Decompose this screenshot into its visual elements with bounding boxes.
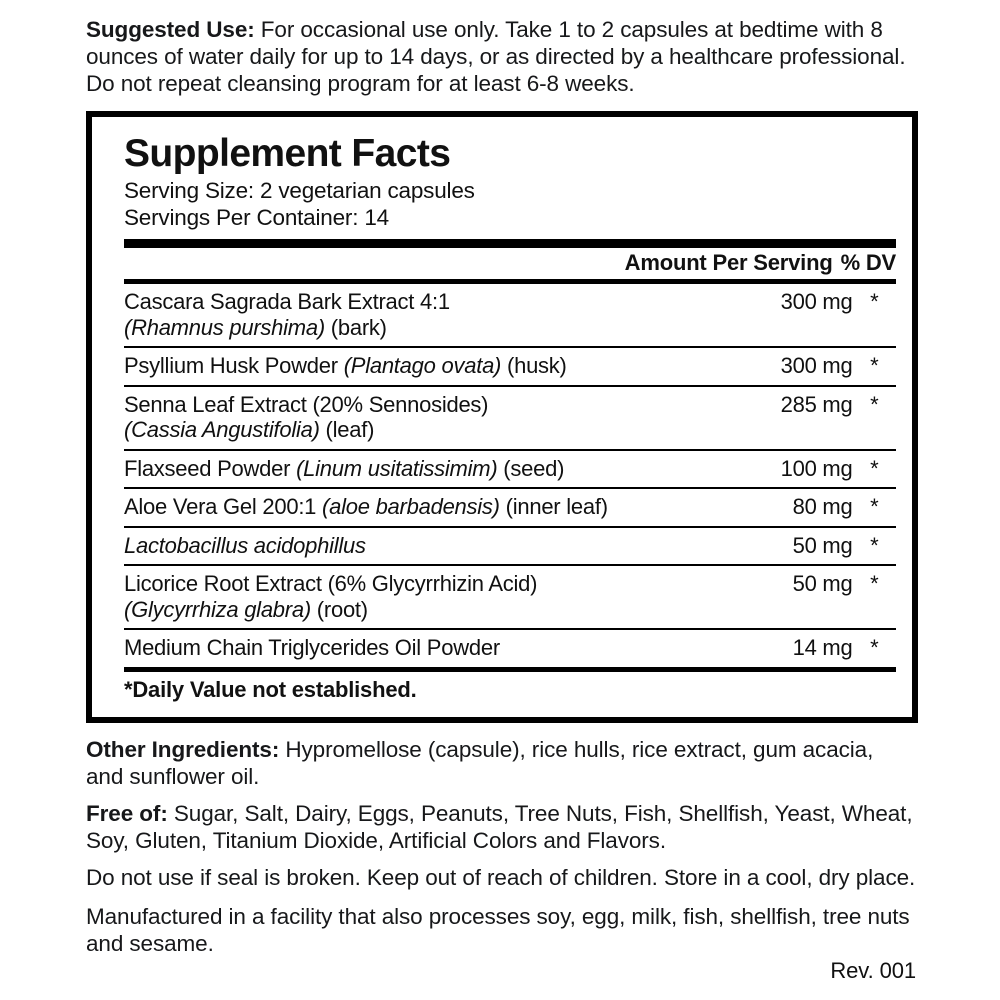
serving-size: Serving Size: 2 vegetarian capsules: [124, 178, 475, 203]
table-row: [124, 450, 896, 489]
warning-paragraph: Do not use if seal is broken. Keep out of reach of children. Store in a cool, dry place.: [86, 864, 916, 890]
table-row: [124, 629, 896, 667]
supplement-facts-table: [124, 284, 896, 667]
nutrient-amount: 285 mg: [689, 386, 852, 450]
nutrient-amount: 80 mg: [689, 488, 852, 527]
nutrient-amount: 300 mg: [689, 347, 852, 386]
suggested-use-label: Suggested Use:: [86, 17, 255, 42]
table-row: [124, 565, 896, 629]
nutrient-name-part: (seed): [497, 455, 565, 481]
nutrient-dv: *: [853, 347, 897, 386]
nutrient-name-main: Flaxseed Powder: [124, 455, 297, 481]
nutrient-name-latin: (Cassia Angustifolia): [124, 417, 320, 442]
nutrient-name-part: (bark): [324, 314, 387, 340]
nutrient-dv: *: [870, 635, 879, 660]
amount-per-serving-header: [124, 250, 896, 276]
supplement-facts-panel: [86, 111, 918, 723]
nutrient-amount: 100 mg: [689, 450, 852, 489]
nutrient-name: [124, 629, 689, 667]
free-of-label: Free of:: [86, 800, 168, 826]
nutrient-name-part: (husk): [501, 353, 567, 378]
nutrient-name-latin: (Linum usitatissimim): [296, 455, 498, 481]
supplement-facts-body: [124, 284, 896, 667]
nutrient-name: [124, 347, 689, 386]
nutrient-amount: 300 mg: [689, 284, 852, 347]
percent-dv-label: % DV: [840, 250, 896, 275]
nutrient-name-part: (root): [310, 596, 368, 622]
nutrient-name-part: (leaf): [319, 417, 375, 442]
nutrient-name-main: Licorice Root Extract (6% Glycyrrhizin Acid): [124, 571, 538, 596]
other-ingredients-label: Other Ingredients:: [86, 736, 280, 762]
daily-value-footnote: *Daily Value not established.: [124, 676, 417, 702]
nutrient-name-latin: (Plantago ovata): [343, 353, 502, 378]
nutrient-name-latin: (aloe barbadensis): [322, 494, 500, 519]
nutrient-amount: 50 mg: [689, 527, 852, 566]
divider-medium-bottom: [124, 667, 896, 672]
nutrient-name-main: Aloe Vera Gel 200:1: [124, 494, 323, 519]
table-row: [124, 527, 896, 566]
suggested-use-paragraph: [86, 16, 916, 97]
nutrient-dv: *: [853, 386, 897, 450]
nutrient-name: [124, 386, 689, 450]
suggested-use-text: For occasional use only. Take 1 to 2 capsules at bedtime with 8 ounces of water daily for up to 14 days, or as directed by a healthcare professional. Do not repeat cleansing program for at least 6-8 weeks.: [86, 17, 906, 96]
nutrient-dv: *: [853, 284, 897, 347]
free-of-paragraph: [86, 800, 916, 854]
free-of-text: Sugar, Salt, Dairy, Eggs, Peanuts, Tree Nuts, Fish, Shellfish, Yeast, Wheat, Soy, Gluten, Titanium Dioxide, Artificial Colors and Flavors.: [86, 800, 913, 853]
nutrient-name-latin: (Rhamnus purshima): [124, 314, 325, 340]
nutrient-name-latin: (Glycyrrhiza glabra): [124, 596, 311, 622]
nutrient-name-main: Cascara Sagrada Bark Extract 4:1: [124, 289, 450, 314]
other-ingredients-text: Hypromellose (capsule), rice hulls, rice extract, gum acacia, and sunflower oil.: [86, 736, 874, 789]
nutrient-dv: *: [853, 488, 897, 527]
nutrient-name: [124, 565, 689, 629]
nutrient-name: [124, 450, 689, 489]
table-row: [124, 284, 896, 347]
supplement-facts-title: Supplement Facts: [124, 132, 451, 175]
nutrient-name-main: Senna Leaf Extract (20% Sennosides): [124, 391, 489, 417]
table-row: [124, 488, 896, 527]
table-row: [124, 347, 896, 386]
nutrient-dv: *: [853, 450, 897, 489]
revision-code: Rev. 001: [830, 958, 916, 983]
nutrient-name-main: Medium Chain Triglycerides Oil Powder: [124, 635, 500, 660]
below-panel-text: [86, 736, 916, 957]
nutrient-name: [124, 527, 689, 566]
table-row: [124, 386, 896, 450]
nutrient-dv: *: [853, 565, 897, 629]
divider-thick-top: [124, 239, 896, 248]
nutrient-name: [124, 488, 689, 527]
amount-per-serving-label: Amount Per Serving: [624, 250, 833, 275]
nutrient-dv: *: [853, 527, 897, 566]
nutrient-name: [124, 284, 689, 347]
nutrient-amount: 14 mg: [792, 635, 853, 660]
allergen-paragraph: Manufactured in a facility that also processes soy, egg, milk, fish, shellfish, tree nuts and sesame.: [86, 903, 910, 956]
other-ingredients-paragraph: [86, 736, 916, 790]
servings-per-container: Servings Per Container: 14: [124, 205, 389, 230]
nutrient-name-part: (inner leaf): [499, 494, 608, 519]
nutrient-amount: 50 mg: [689, 565, 852, 629]
nutrient-name-main: Psyllium Husk Powder: [124, 353, 344, 378]
nutrient-name-latin: Lactobacillus acidophillus: [124, 532, 366, 558]
